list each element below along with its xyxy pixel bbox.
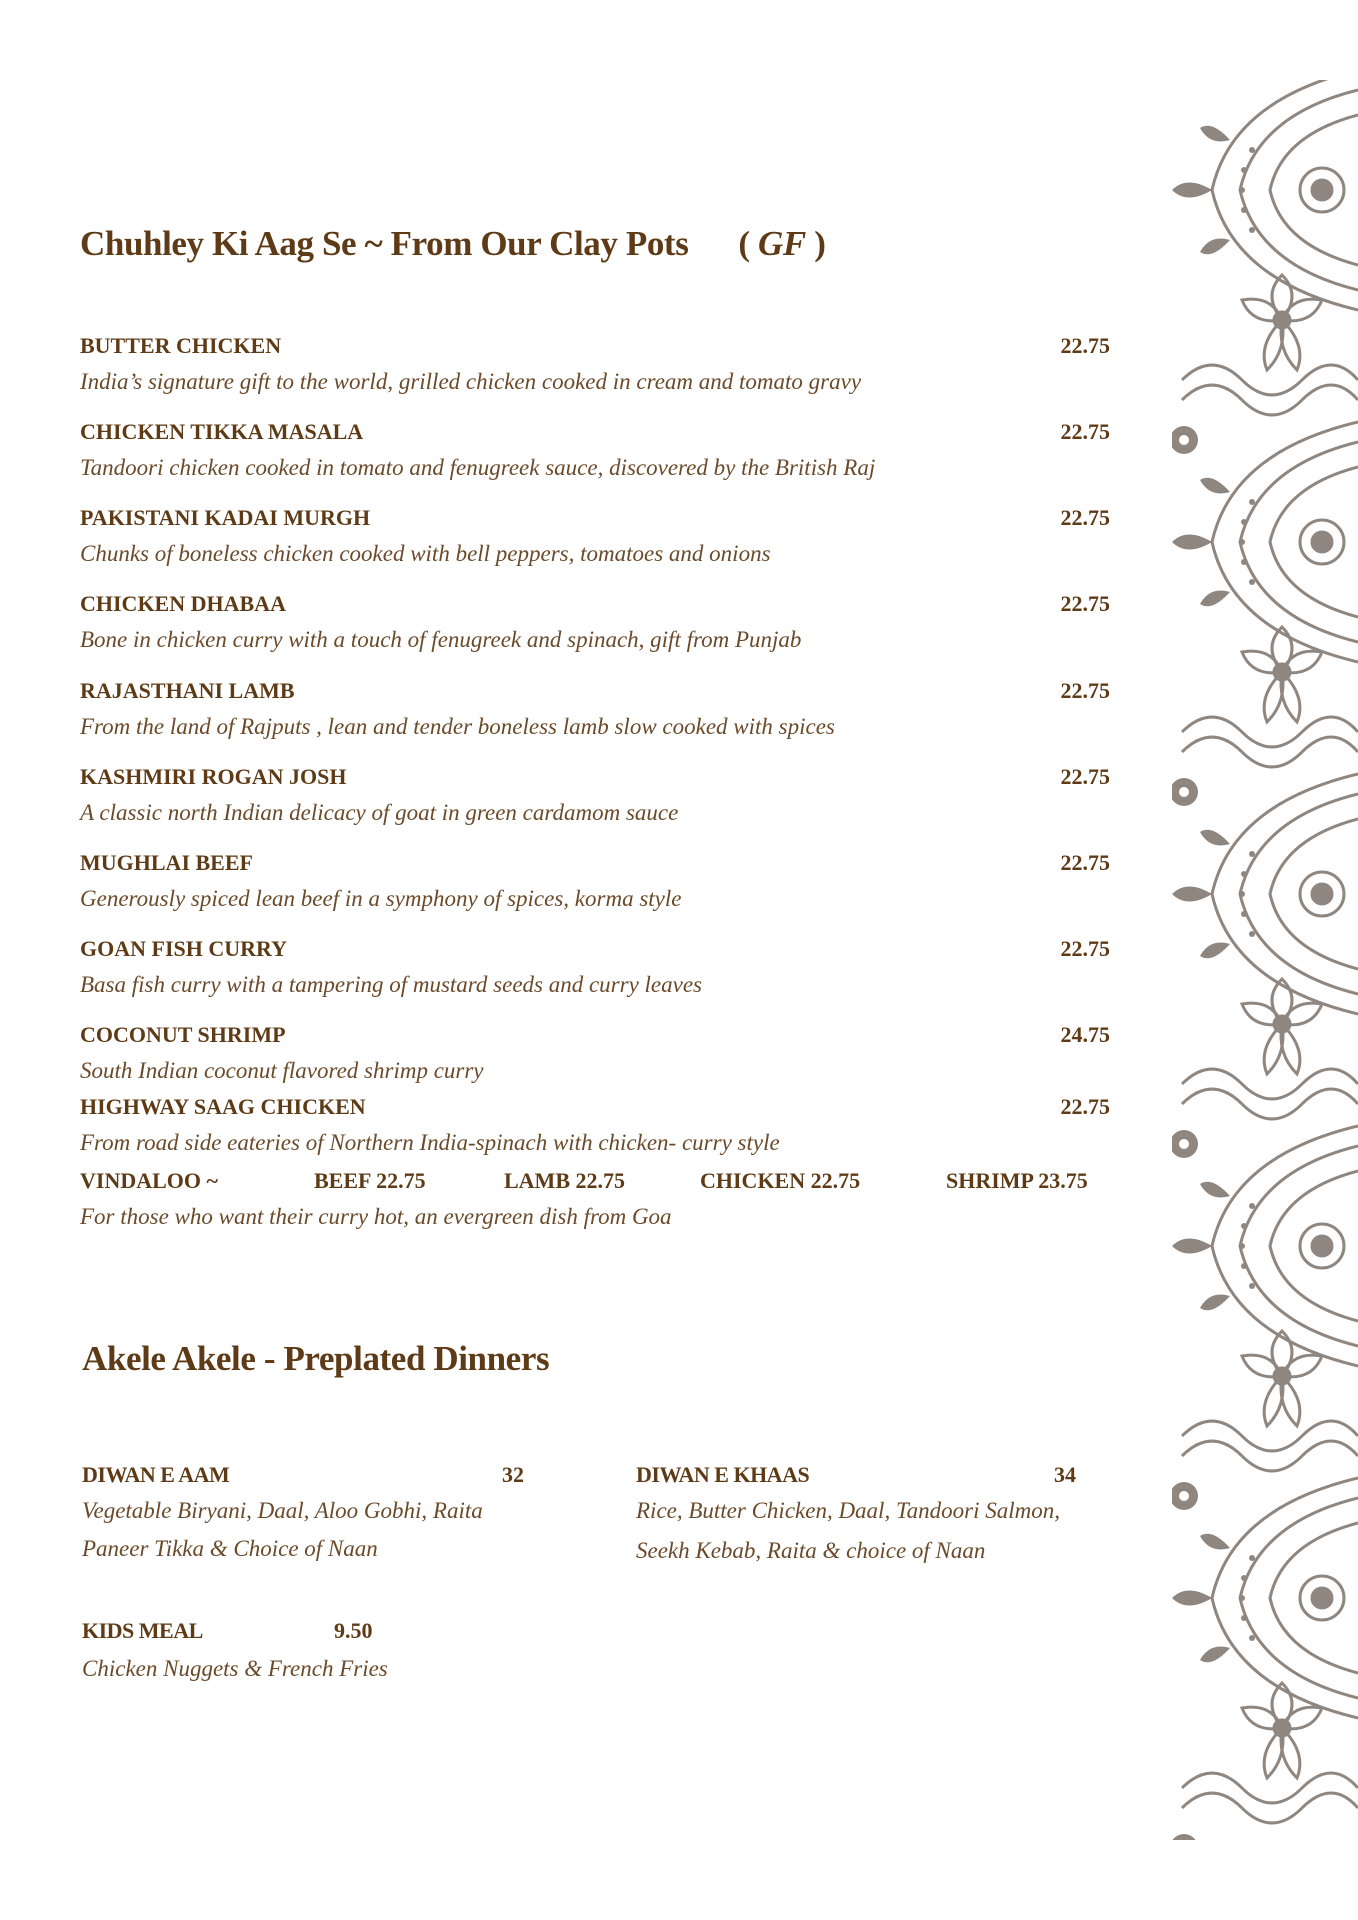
dish-name: PAKISTANI KADAI MURGH <box>80 505 371 530</box>
dish-price: 22.75 <box>1060 764 1110 789</box>
section-title-clay-pots <box>80 224 826 264</box>
dish-price: 22.75 <box>1060 678 1110 703</box>
set-name: DIWAN E KHAAS <box>636 1462 810 1487</box>
dish-price: 24.75 <box>1060 1022 1110 1047</box>
dish-description: Chunks of boneless chicken cooked with bell peppers, tomatoes and onions <box>80 541 771 566</box>
set-name: DIWAN E AAM <box>82 1462 230 1487</box>
vindaloo-chicken-price: CHICKEN 22.75 <box>700 1168 861 1193</box>
set-name: KIDS MEAL <box>82 1618 203 1643</box>
vindaloo-row <box>80 1168 1120 1198</box>
dish-name: BUTTER CHICKEN <box>80 333 282 358</box>
dish-description: Basa fish curry with a tampering of mustard seeds and curry leaves <box>80 972 703 997</box>
dish-name: GOAN FISH CURRY <box>80 936 288 961</box>
dish-price: 22.75 <box>1060 850 1110 875</box>
dish-price: 22.75 <box>1060 591 1110 616</box>
section-title-preplated: Akele Akele - Preplated Dinners <box>82 1339 550 1378</box>
vindaloo-shrimp-price: SHRIMP 23.75 <box>946 1168 1088 1193</box>
dish-name: RAJASTHANI LAMB <box>80 678 295 703</box>
dish-description: India’s signature gift to the world, grilled chicken cooked in cream and tomato gravy <box>80 369 862 394</box>
dish-name: MUGHLAI BEEF <box>80 850 253 875</box>
gluten-free-tag: ( GF ) <box>738 224 826 263</box>
dish-price: 22.75 <box>1060 1094 1110 1119</box>
set-price: 34 <box>1054 1462 1076 1487</box>
dish-name: CHICKEN TIKKA MASALA <box>80 419 364 444</box>
dish-name: CHICKEN DHABAA <box>80 591 286 616</box>
dish-name: KASHMIRI ROGAN JOSH <box>80 764 347 789</box>
set-description-line: Seekh Kebab, Raita & choice of Naan <box>636 1538 986 1563</box>
preplated-dinner <box>636 1462 1096 1572</box>
dish-price: 22.75 <box>1060 333 1110 358</box>
dish-description: Generously spiced lean beef in a symphony of spices, korma style <box>80 886 682 911</box>
dish-description: From the land of Rajputs , lean and tender boneless lamb slow cooked with spices <box>80 714 835 739</box>
set-description-line: Paneer Tikka & Choice of Naan <box>82 1536 378 1561</box>
dish-description: Bone in chicken curry with a touch of fenugreek and spinach, gift from Punjab <box>80 627 802 652</box>
vindaloo-label: VINDALOO ~ <box>80 1168 218 1193</box>
dish-price: 22.75 <box>1060 936 1110 961</box>
set-price: 9.50 <box>334 1618 373 1643</box>
set-price: 32 <box>502 1462 524 1487</box>
dish-description: South Indian coconut flavored shrimp curry <box>80 1058 484 1083</box>
dish-description: Tandoori chicken cooked in tomato and fenugreek sauce, discovered by the British Raj <box>80 455 876 480</box>
preplated-dinner <box>82 1618 542 1688</box>
dish-description: A classic north Indian delicacy of goat in green cardamom sauce <box>80 800 679 825</box>
dish-price: 22.75 <box>1060 505 1110 530</box>
preplated-dinner <box>82 1462 542 1572</box>
set-description-line: Rice, Butter Chicken, Daal, Tandoori Salmon, <box>636 1498 1060 1523</box>
section-title-text: Chuhley Ki Aag Se ~ From Our Clay Pots <box>80 224 689 263</box>
henna-border-icon <box>1172 80 1358 1840</box>
vindaloo-beef-price: BEEF 22.75 <box>314 1168 426 1193</box>
dish-description: From road side eateries of Northern India-spinach with chicken- curry style <box>80 1130 780 1155</box>
vindaloo-description: For those who want their curry hot, an evergreen dish from Goa <box>80 1204 672 1229</box>
dish-name: COCONUT SHRIMP <box>80 1022 286 1047</box>
dish-name: HIGHWAY SAAG CHICKEN <box>80 1094 366 1119</box>
vindaloo-lamb-price: LAMB 22.75 <box>504 1168 625 1193</box>
set-description-line: Chicken Nuggets & French Fries <box>82 1656 388 1681</box>
dish-price: 22.75 <box>1060 419 1110 444</box>
set-description-line: Vegetable Biryani, Daal, Aloo Gobhi, Raita <box>82 1498 483 1523</box>
